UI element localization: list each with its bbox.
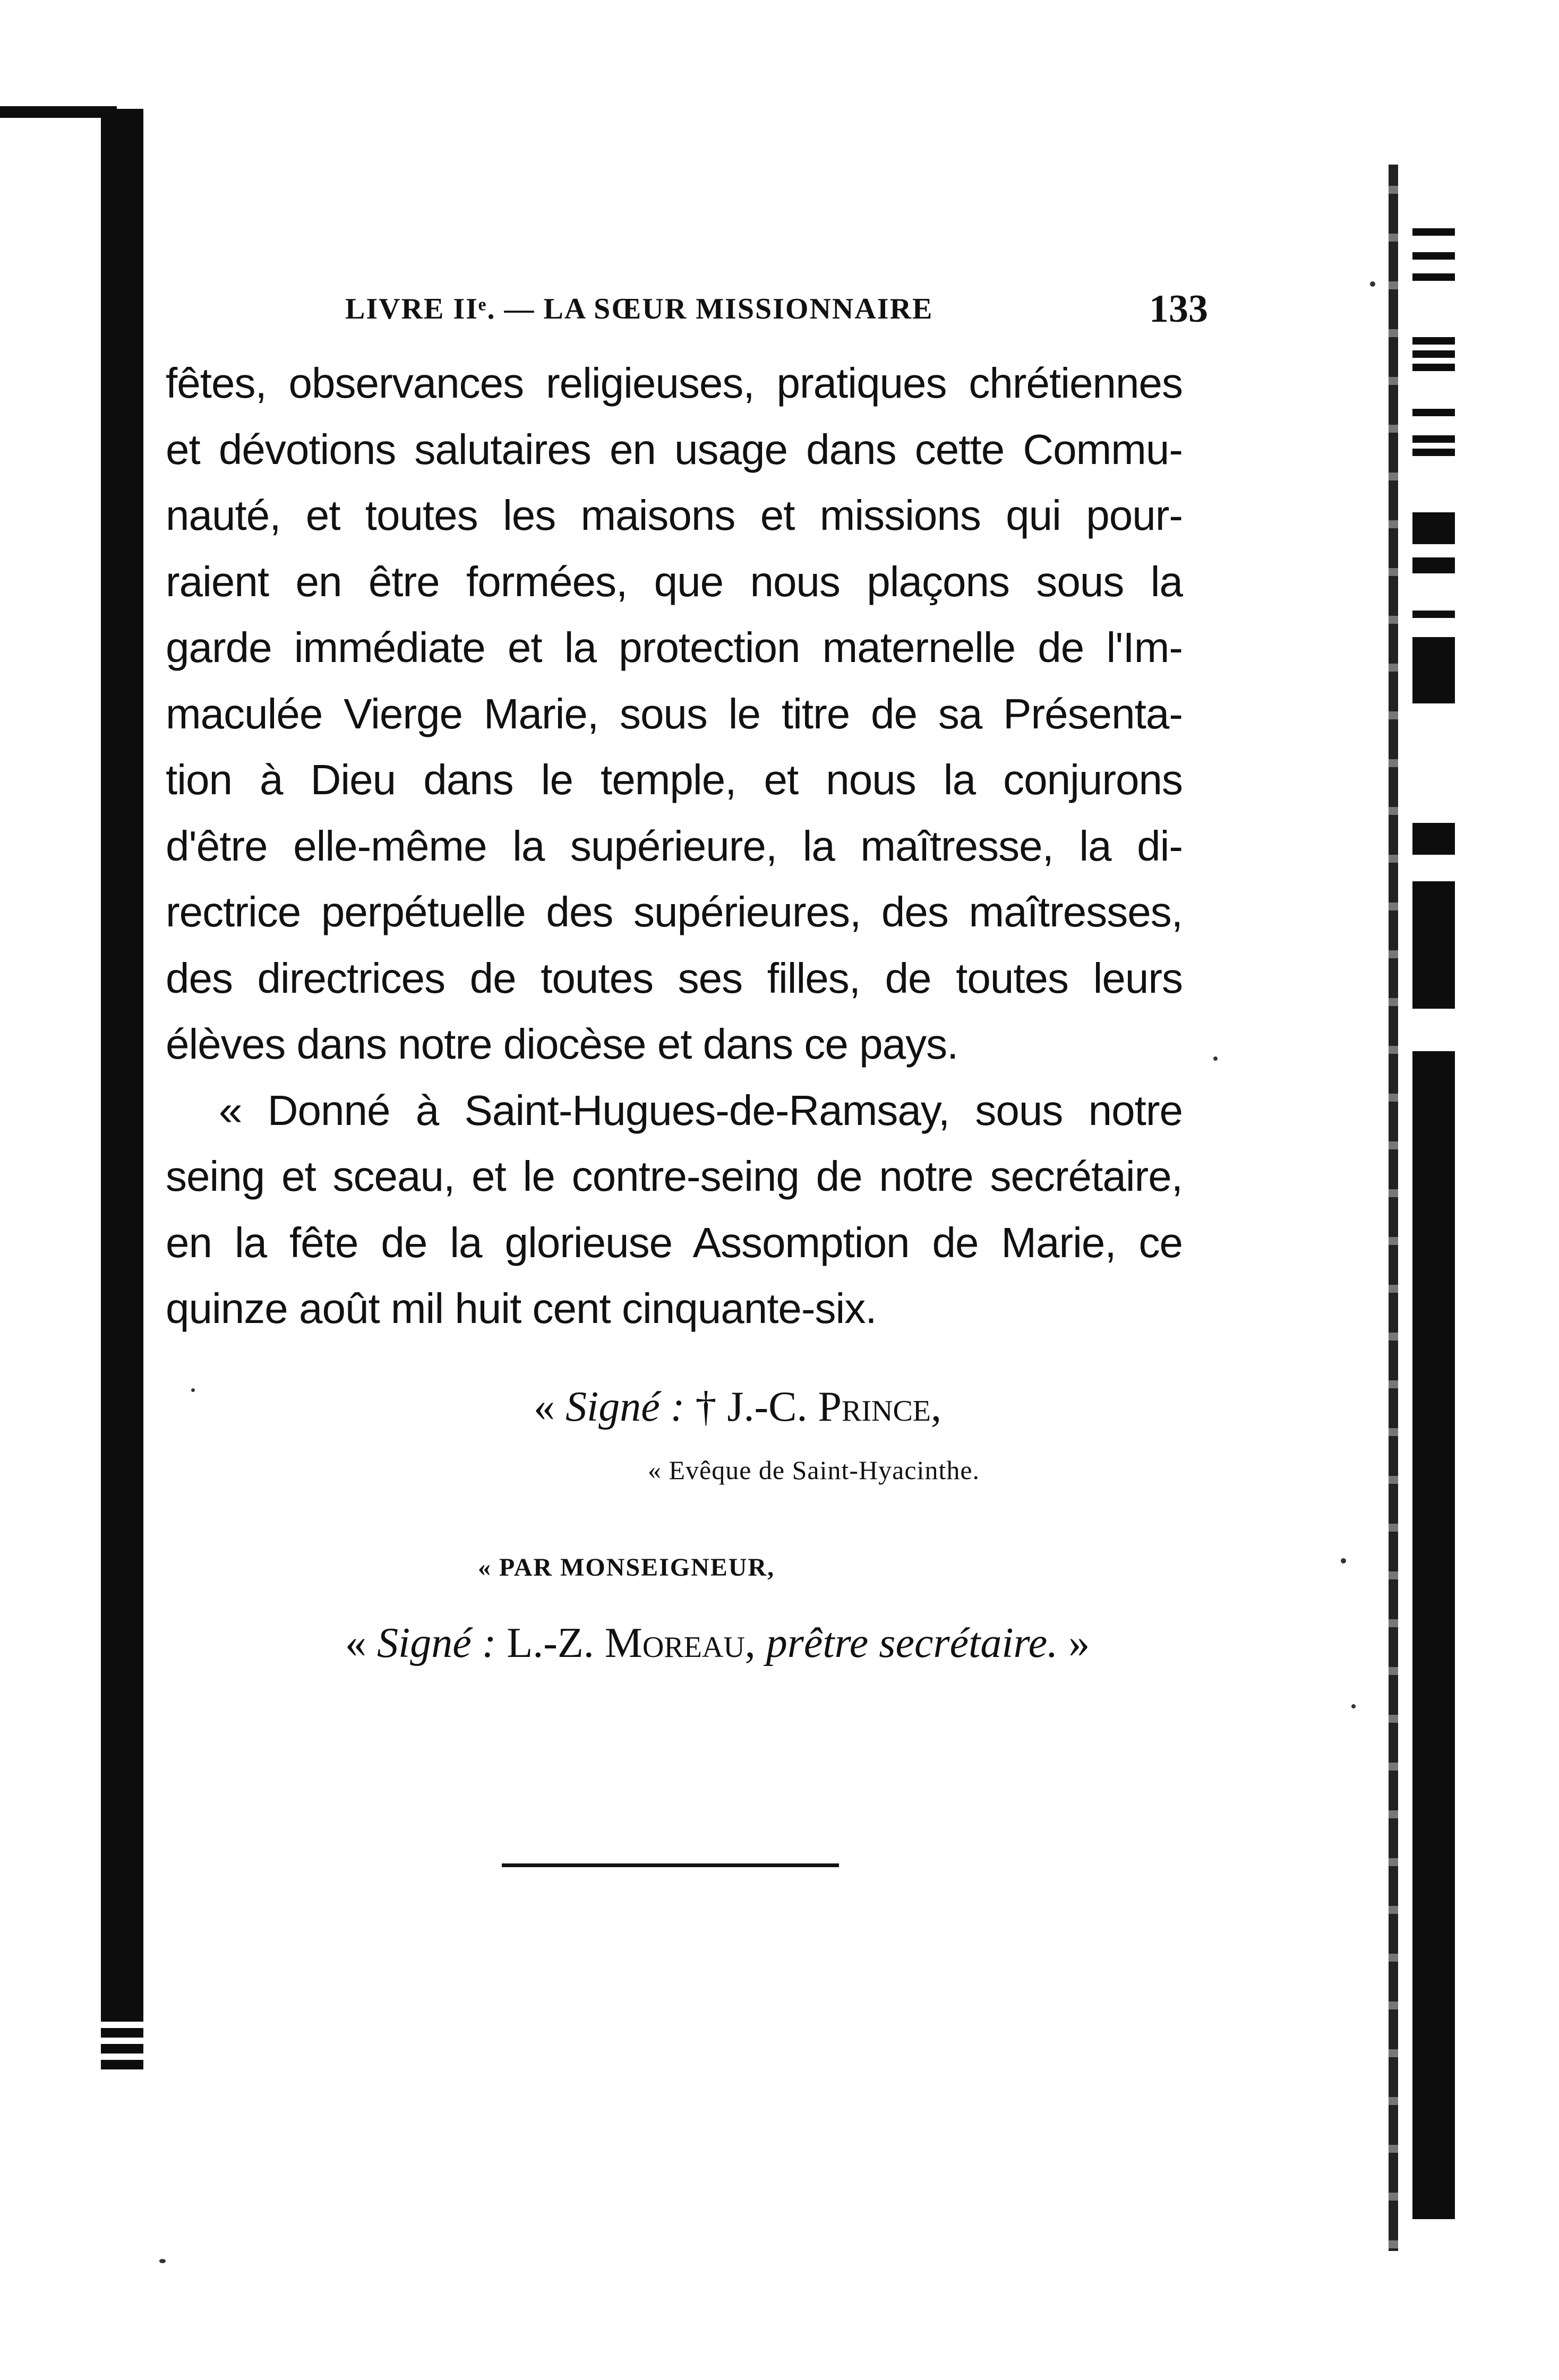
- text-line: maculée Vierge Marie, sous le titre de sa Présenta-: [166, 690, 1183, 737]
- text-line: rectrice perpétuelle des supérieures, des maîtresses,: [166, 888, 1183, 935]
- text-line: tion à Dieu dans le temple, et nous la conjurons: [166, 756, 1183, 803]
- end-rule: [502, 1863, 839, 1867]
- scan-edge-right-thin: [1389, 165, 1398, 2251]
- signature-secretary: « Signé : L.-Z. Moreau, prêtre secrétaire. »: [345, 1620, 1090, 1666]
- running-head-title: LIVRE IIᵉ. — LA SŒUR MISSIONNAIRE: [345, 293, 933, 325]
- signe-label: Signé :: [566, 1384, 685, 1430]
- text-line: quinze août mil huit cent cinquante-six.: [166, 1285, 877, 1332]
- bishop-title: « Evêque de Saint-Hyacinthe.: [648, 1455, 980, 1485]
- text-line: « Donné à Saint-Hugues-de-Ramsay, sous notre: [219, 1086, 1183, 1134]
- signe-label: Signé :: [377, 1620, 496, 1666]
- par-monseigneur: « PAR MONSEIGNEUR,: [478, 1553, 775, 1582]
- text-line: et dévotions salutaires en usage dans cette Commu-: [166, 425, 1183, 473]
- scan-edge-notch: [0, 106, 117, 118]
- running-head: [345, 287, 1208, 334]
- text-line: en la fête de la glorieuse Assomption de Marie, ce: [166, 1218, 1183, 1266]
- body-text: [166, 350, 1183, 1342]
- text-line: d'être elle-même la supérieure, la maîtresse, la di-: [166, 822, 1183, 870]
- text-line: nauté, et toutes les maisons et missions qui pour-: [166, 492, 1183, 539]
- text-line: élèves dans notre diocèse et dans ce pays.: [166, 1020, 958, 1068]
- text-line: fêtes, observances religieuses, pratiques chrétiennes: [166, 359, 1183, 407]
- text-line: des directrices de toutes ses filles, de toutes leurs: [166, 954, 1183, 1002]
- page-number: 133: [1149, 287, 1208, 331]
- secretary-title: prêtre secrétaire.: [766, 1620, 1058, 1666]
- text-line: garde immédiate et la protection maternelle de l'Im-: [166, 624, 1183, 671]
- scan-edge-right: [1412, 159, 1455, 2251]
- scan-edge-left-bars: [101, 2012, 143, 2076]
- text-line: seing et sceau, et le contre-seing de notre secrétaire,: [166, 1153, 1183, 1200]
- bishop-name: † J.-C. Prince,: [684, 1384, 941, 1430]
- scan-edge-left: [101, 109, 143, 2036]
- text-line: raient en être formées, que nous plaçons sous la: [166, 557, 1183, 605]
- signature-bishop: « Signé : † J.-C. Prince,: [534, 1384, 941, 1430]
- secretary-name: L.-Z. Moreau,: [496, 1620, 766, 1666]
